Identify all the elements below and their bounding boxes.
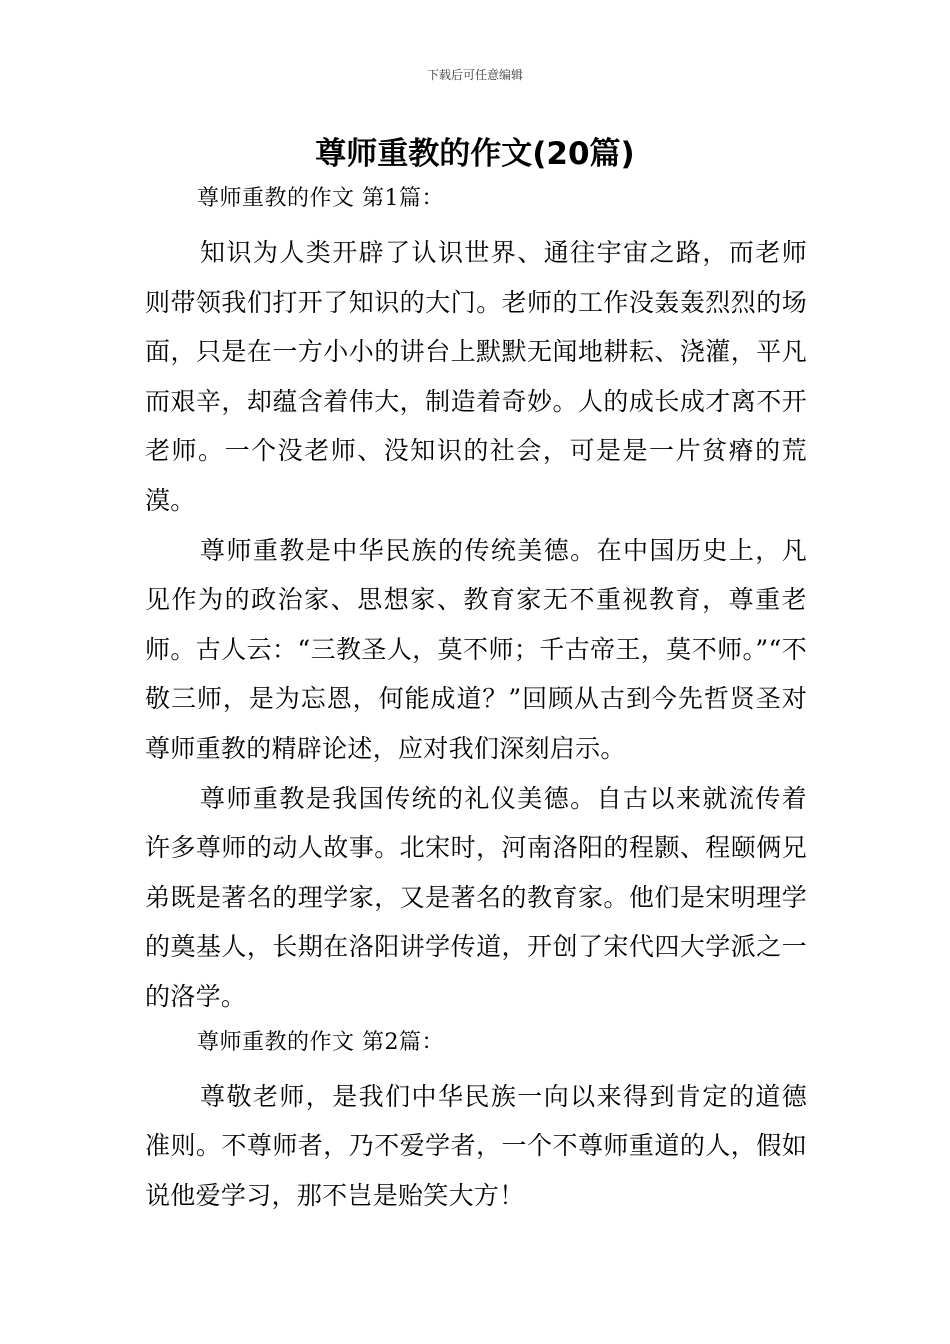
paragraph-1-1: 知识为人类开辟了认识世界、通往宇宙之路，而老师则带领我们打开了知识的大门。老师的工作没轰轰烈烈的场面，只是在一方小小的讲台上默默无闻地耕耘、浇灌，平凡而艰辛，却蕴含着伟大，制造着奇妙。人的成长成才离不开老师。一个没老师、没知识的社会，可是是一片贫瘠的荒漠。 bbox=[145, 238, 807, 515]
paragraph-1-2: 尊师重教是中华民族的传统美德。在中国历史上，凡见作为的政治家、思想家、教育家无不重视教育，尊重老师。古人云：“三教圣人，莫不师；千古帝王，莫不师。”“不敬三师，是为忘恩，何能成道？”回顾从古到今先哲贤圣对尊师重教的精辟论述，应对我们深刻启示。 bbox=[145, 535, 807, 763]
document-body bbox=[145, 178, 807, 1220]
chapter-heading-2: 尊师重教的作文 第2篇： bbox=[197, 1029, 444, 1055]
header-note: 下载后可任意编辑 bbox=[426, 68, 523, 82]
paragraph-2-1: 尊敬老师，是我们中华民族一向以来得到肯定的道德准则。不尊师者，乃不爱学者，一个不尊师重道的人，假如说他爱学习，那不岂是贻笑大方！ bbox=[145, 1081, 807, 1210]
paragraph-1-3: 尊师重教是我国传统的礼仪美德。自古以来就流传着许多尊师的动人故事。北宋时，河南洛阳的程颢、程颐俩兄弟既是著名的理学家，又是著名的教育家。他们是宋明理学的奠基人，长期在洛阳讲学传道，开创了宋代四大学派之一的洛学。 bbox=[145, 783, 807, 1011]
chapter-heading-1: 尊师重教的作文 第1篇： bbox=[197, 186, 444, 211]
document-title: 尊师重教的作文(20篇) bbox=[315, 136, 635, 172]
